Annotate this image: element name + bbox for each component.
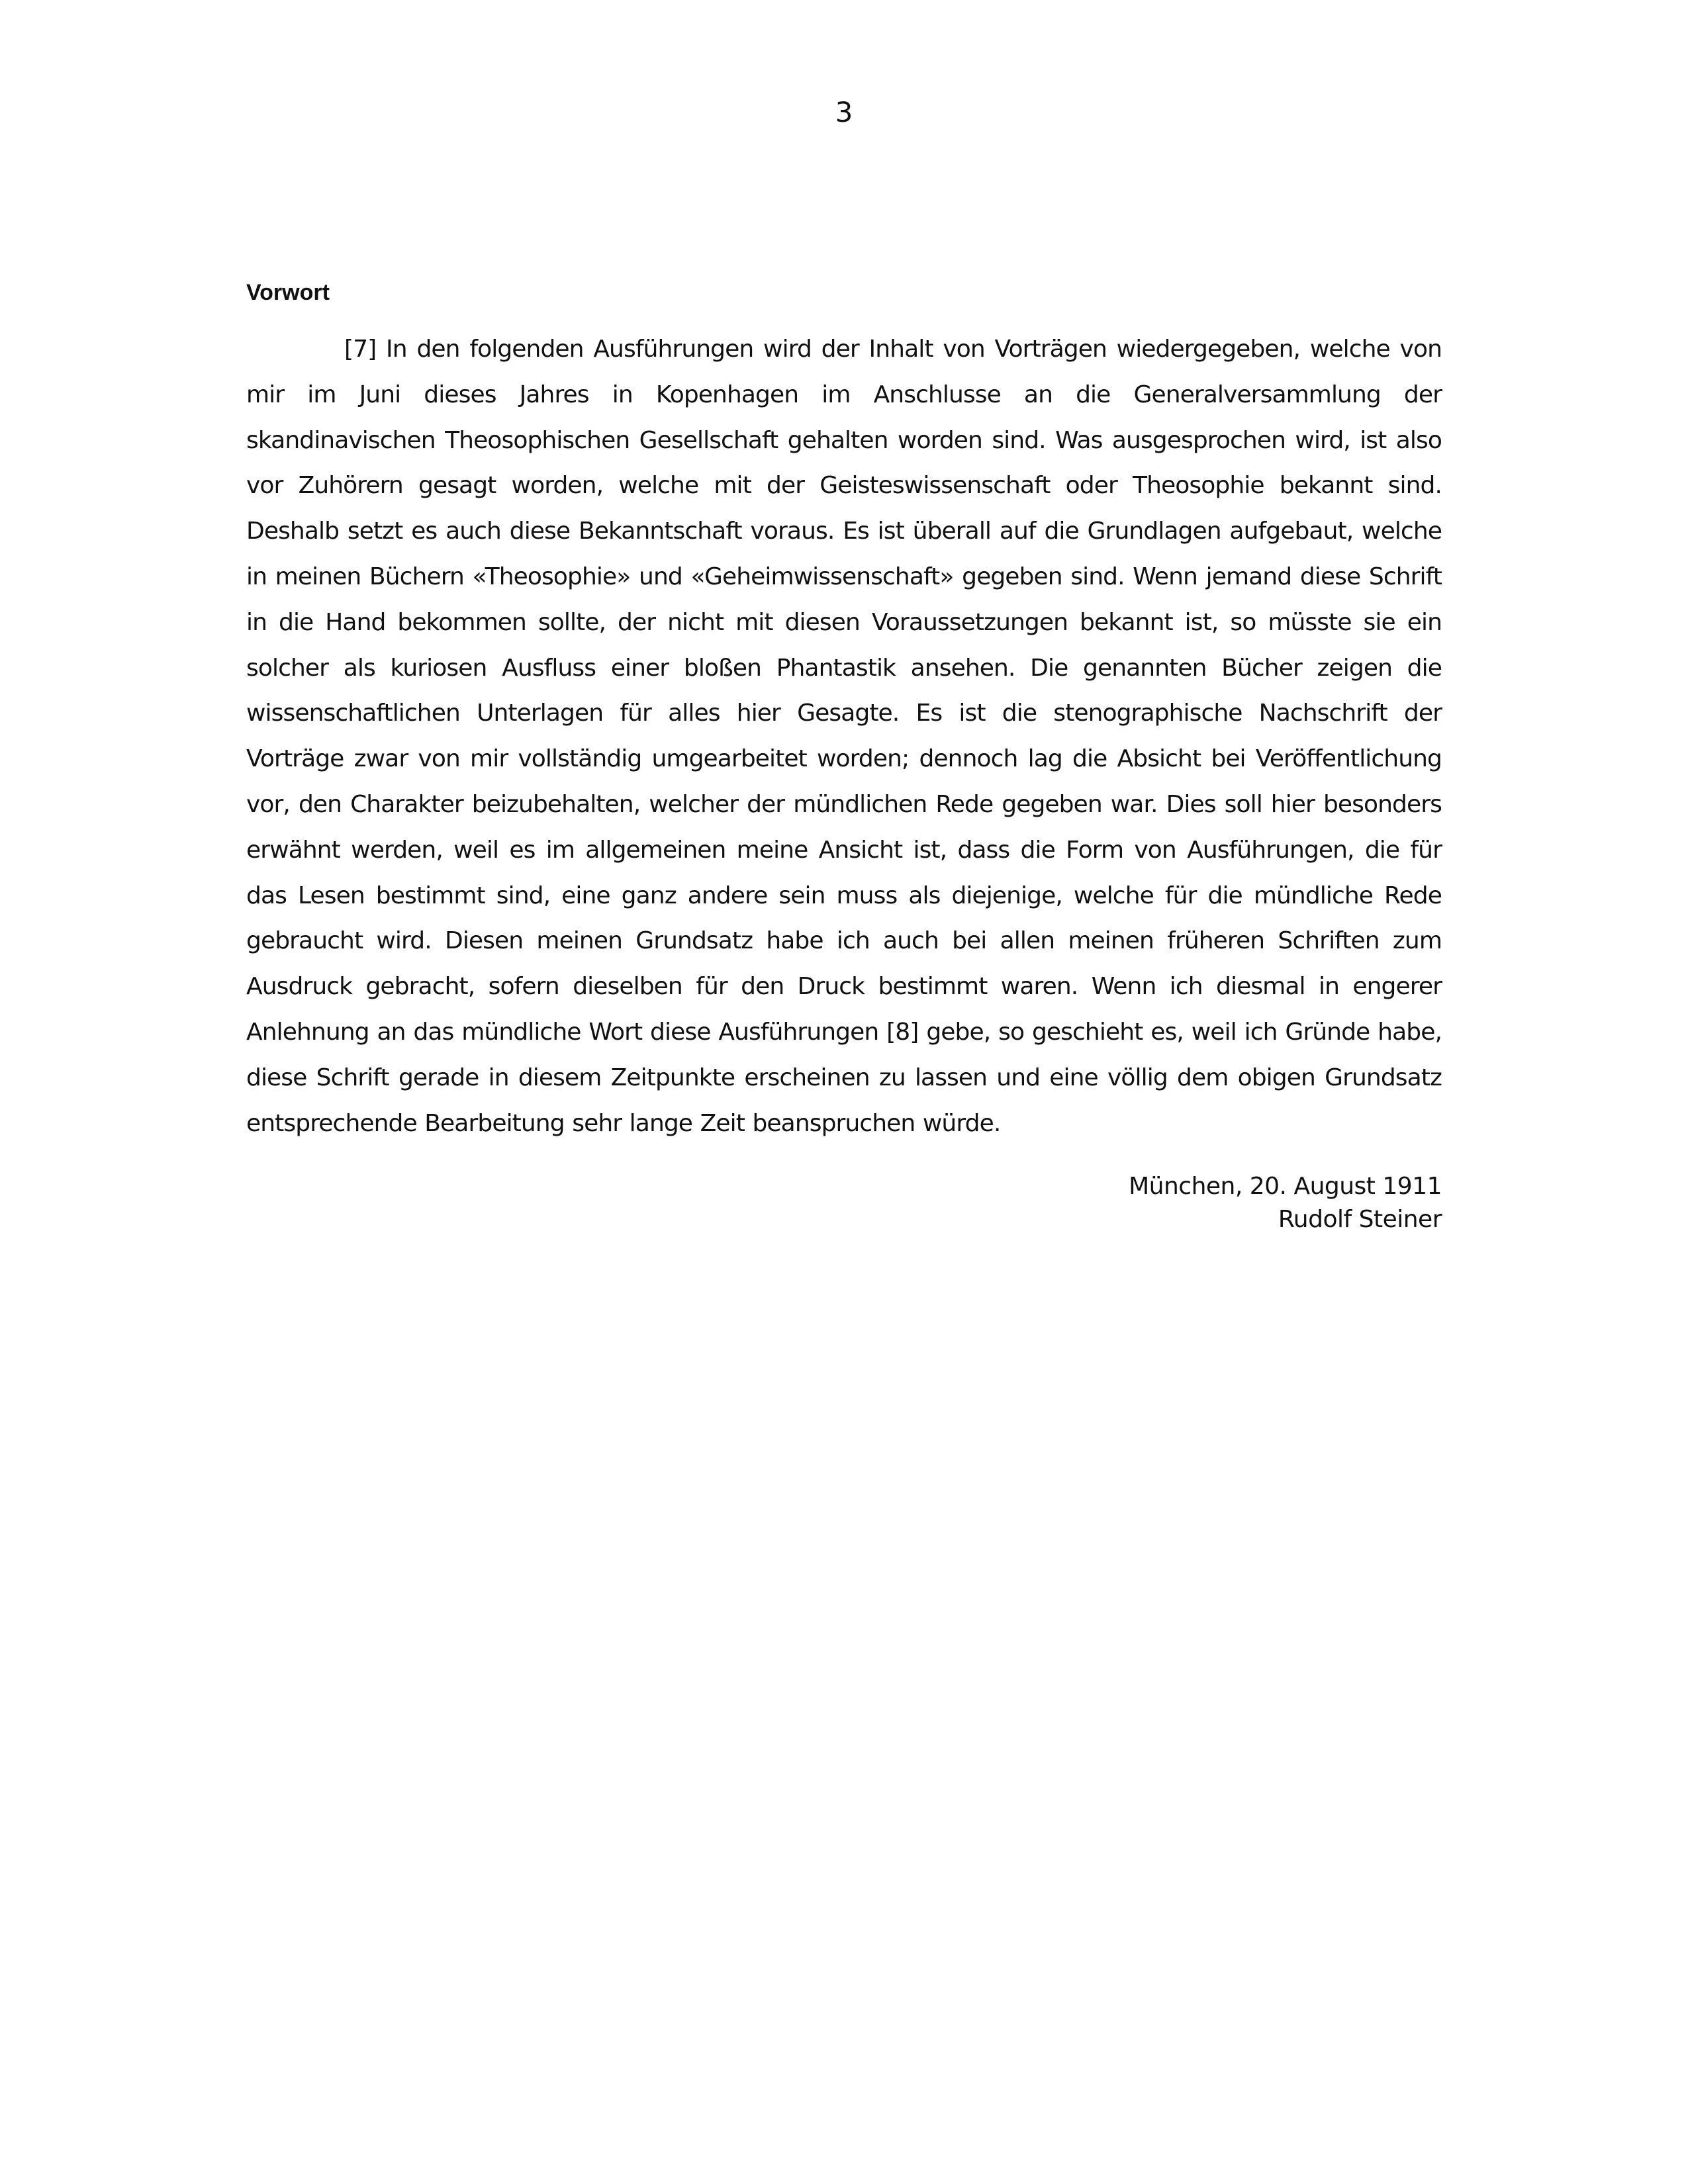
place-date: München, 20. August 1911 [1129, 1173, 1442, 1201]
signature-block [246, 1170, 1442, 1236]
author-name: Rudolf Steiner [1278, 1206, 1442, 1234]
preface-paragraph: [7] In den folgenden Ausführungen wird der Inhalt von Vorträgen wiedergegeben, welche von mir im Juni dieses Jahres in Kopenhagen im Anschlusse an die Generalversammlung der skandinavischen Theosophischen Gesellschaft gehalten worden sind. Was ausgesprochen wird, ist also vor Zuhörern gesagt worden, welche mit der Geisteswissenschaft oder Theosophie bekannt sind. Deshalb setzt es auch diese Bekanntschaft voraus. Es ist überall auf die Grundlagen aufgebaut, welche in meinen Büchern «Theosophie» und «Geheimwissenschaft» gegeben sind. Wenn jemand diese Schrift in die Hand bekommen sollte, der nicht mit diesen Voraussetzungen bekannt ist, so müsste sie ein solcher als kuriosen Ausfluss einer bloßen Phantastik ansehen. Die genannten Bücher zeigen die wissenschaftlichen Unterlagen für alles hier Gesagte. Es ist die stenographische Nachschrift der Vorträge zwar von mir vollständig umgearbeitet worden; dennoch lag die Absicht bei Veröffentlichung vor, den Charakter beizubehalten, welcher der mündlichen Rede gegeben war. Dies soll hier besonders erwähnt werden, weil es im allgemeinen meine Ansicht ist, dass die Form von Ausführungen, die für das Lesen bestimmt sind, eine ganz andere sein muss als diejenige, welche für die mündliche Rede gebraucht wird. Diesen meinen Grundsatz habe ich auch bei allen meinen früheren Schriften zum Ausdruck gebracht, sofern dieselben für den Druck bestimmt waren. Wenn ich diesmal in engerer Anlehnung an das mündliche Wort diese Ausführungen [8] gebe, so geschieht es, weil ich Gründe habe, diese Schrift gerade in diesem Zeitpunkte erscheinen zu lassen und eine völlig dem obigen Grundsatz entsprechende Bearbeitung sehr lange Zeit beanspruchen würde. [246, 336, 1442, 1137]
page-number: 3 [835, 96, 853, 128]
preface-section [246, 274, 1442, 1236]
section-heading: Vorwort [246, 280, 330, 305]
